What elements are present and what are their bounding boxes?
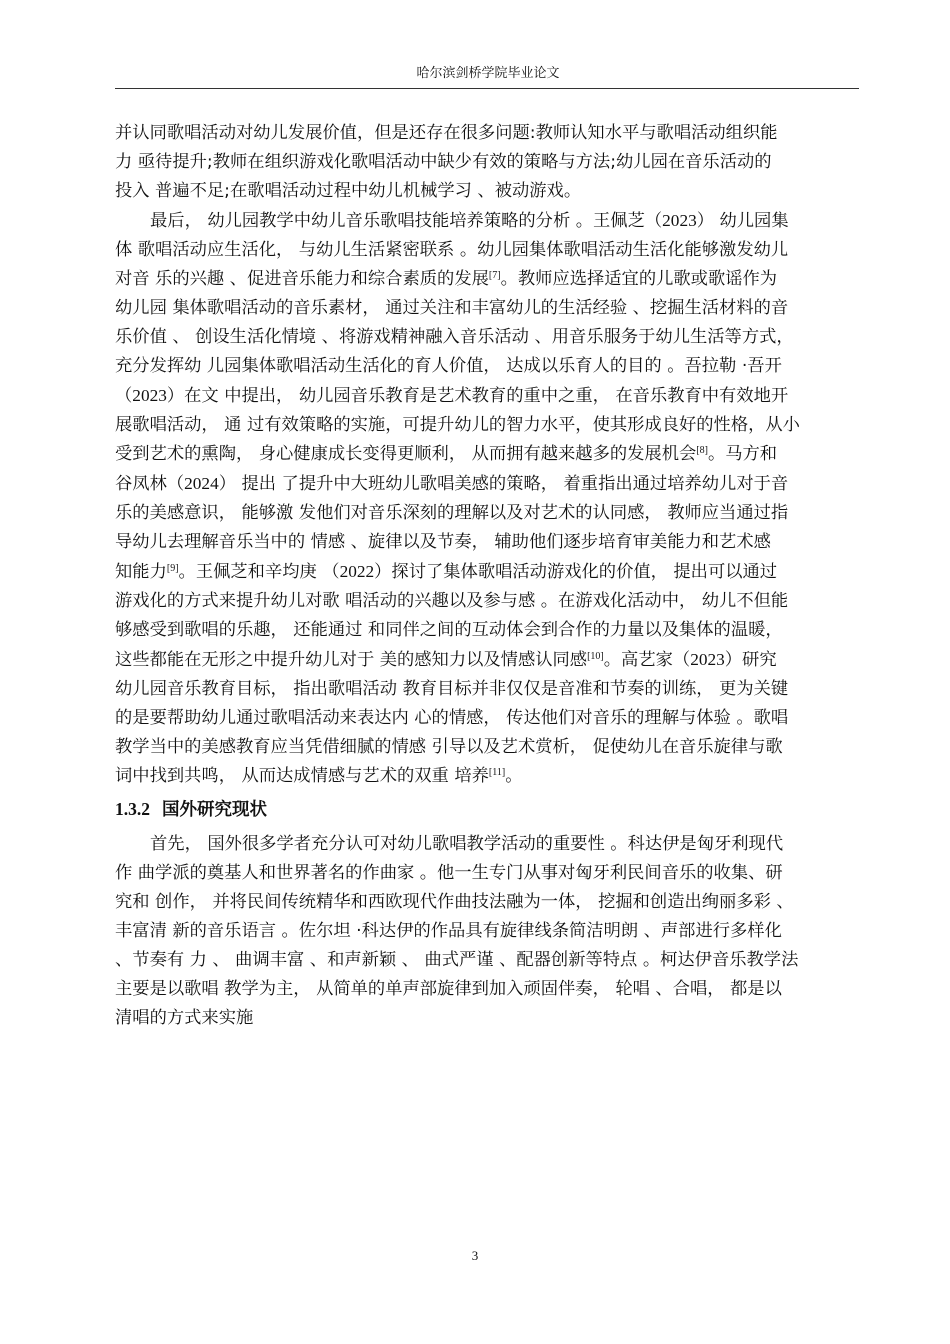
text-line: 、节奏有 力 、 曲调丰富 、和声新颖 、 曲式严谨 、配器创新等特点 。柯达伊音乐教学法 bbox=[115, 950, 799, 970]
text-line: 对音 乐的兴趣 、促进音乐能力和综合素质的发展[7]。教师应选择适宜的儿歌或歌谣作为 bbox=[115, 269, 778, 289]
text-line: 丰富清 新的音乐语言 。佐尔坦 ·科达伊的作品具有旋律线条简洁明朗 、声部进行多样化 bbox=[115, 921, 782, 941]
citation-ref[interactable]: [9] bbox=[166, 563, 179, 574]
section-title: 国外研究现状 bbox=[162, 800, 267, 820]
section-number: 1.3.2 bbox=[115, 799, 150, 819]
section-heading bbox=[115, 793, 859, 826]
paragraph-foreign-research bbox=[115, 830, 859, 1033]
header-rule bbox=[115, 88, 859, 89]
text-line: 主要是以歌唱 教学为主， 从简单的单声部旋律到加入顽固伴奏， 轮唱 、合唱， 都是以 bbox=[115, 979, 782, 999]
text-line: 清唱的方式来实施 bbox=[115, 1008, 254, 1028]
paragraph-continuation bbox=[115, 119, 859, 206]
text-line: 首先， 国外很多学者充分认可对幼儿歌唱教学活动的重要性 。科达伊是匈牙利现代 bbox=[150, 834, 784, 854]
text-line: 力 亟待提升;教师在组织游戏化歌唱活动中缺少有效的策略与方法;幼儿园在音乐活动的 bbox=[115, 152, 772, 172]
running-header: 哈尔滨剑桥学院毕业论文 bbox=[416, 66, 560, 81]
text-line: 并认同歌唱活动对幼儿发展价值，但是还存在很多问题:教师认知水平与歌唱活动组织能 bbox=[115, 123, 778, 143]
text-line: 这些都能在无形之中提升幼儿对于 美的感知力以及情感认同感[10]。高艺家（2023）研究 bbox=[115, 650, 777, 670]
text-line: 最后， 幼儿园教学中幼儿音乐歌唱技能培养策略的分析 。王佩芝（2023） 幼儿园集 bbox=[150, 211, 789, 231]
body-text bbox=[115, 119, 859, 1033]
text-line: 投入 普遍不足;在歌唱活动过程中幼儿机械学习 、被动游戏。 bbox=[115, 181, 582, 201]
text-line: 导幼儿去理解音乐当中的 情感 、旋律以及节奏， 辅助他们逐步培育审美能力和艺术感 bbox=[115, 532, 771, 552]
citation-ref[interactable]: [7] bbox=[488, 270, 501, 281]
text-line: 究和 创作， 并将民间传统精华和西欧现代作曲技法融为一体， 挖掘和创造出绚丽多彩 、 bbox=[115, 892, 794, 912]
page-number: 3 bbox=[471, 1248, 479, 1263]
text-line: 乐的美感意识， 能够激 发他们对音乐深刻的理解以及对艺术的认同感， 教师应当通过指 bbox=[115, 503, 789, 523]
text-line: 词中找到共鸣， 从而达成情感与艺术的双重 培养[11]。 bbox=[115, 766, 523, 786]
citation-ref[interactable]: [11] bbox=[488, 767, 506, 778]
text-line: 充分发挥幼 儿园集体歌唱活动生活化的育人价值， 达成以乐育人的目的 。吾拉勒 ·吾开 bbox=[115, 356, 782, 376]
text-line: 幼儿园音乐教育目标， 指出歌唱活动 教育目标并非仅仅是音准和节奏的训练， 更为关键 bbox=[115, 679, 789, 699]
text-line: 幼儿园 集体歌唱活动的音乐素材， 通过关注和丰富幼儿的生活经验 、挖掘生活材料的音 bbox=[115, 298, 789, 318]
text-line: 的是要帮助幼儿通过歌唱活动来表达内 心的情感， 传达他们对音乐的理解与体验 。歌唱 bbox=[115, 708, 789, 728]
paragraph-domestic-research bbox=[115, 206, 859, 791]
text-line: 教学当中的美感教育应当凭借细腻的情感 引导以及艺术赏析， 促使幼儿在音乐旋律与歌 bbox=[115, 737, 783, 757]
text-line: 谷凤林（2024） 提出 了提升中大班幼儿歌唱美感的策略， 着重指出通过培养幼儿对于音 bbox=[115, 474, 789, 494]
text-line: 体 歌唱活动应生活化， 与幼儿生活紧密联系 。幼儿园集体歌唱活动生活化能够激发幼儿 bbox=[115, 240, 789, 260]
text-line: 知能力[9]。王佩芝和辛均庚 （2022）探讨了集体歌唱活动游戏化的价值， 提出可以通过 bbox=[115, 562, 778, 582]
text-line: 作 曲学派的奠基人和世界著名的作曲家 。他一生专门从事对匈牙利民间音乐的收集、研 bbox=[115, 863, 783, 883]
citation-ref[interactable]: [8] bbox=[696, 445, 708, 456]
text-line: 受到艺术的熏陶， 身心健康成长变得更顺利， 从而拥有越来越多的发展机会[8]。马方和 bbox=[115, 444, 778, 464]
text-line: 游戏化的方式来提升幼儿对歌 唱活动的兴趣以及参与感 。在游戏化活动中， 幼儿不但能 bbox=[115, 591, 789, 611]
citation-ref[interactable]: [10] bbox=[587, 651, 604, 662]
text-line: 乐价值 、 创设生活化情境 、将游戏精神融入音乐活动 、用音乐服务于幼儿生活等方式， bbox=[115, 327, 794, 347]
text-line: 够感受到歌唱的乐趣， 还能通过 和同伴之间的互动体会到合作的力量以及集体的温暖， bbox=[115, 620, 783, 640]
text-line: 展歌唱活动， 通 过有效策略的实施，可提升幼儿的智力水平，使其形成良好的性格，从小 bbox=[115, 415, 800, 435]
text-line: （2023）在文 中提出， 幼儿园音乐教育是艺术教育的重中之重， 在音乐教育中有效地开 bbox=[115, 386, 789, 406]
